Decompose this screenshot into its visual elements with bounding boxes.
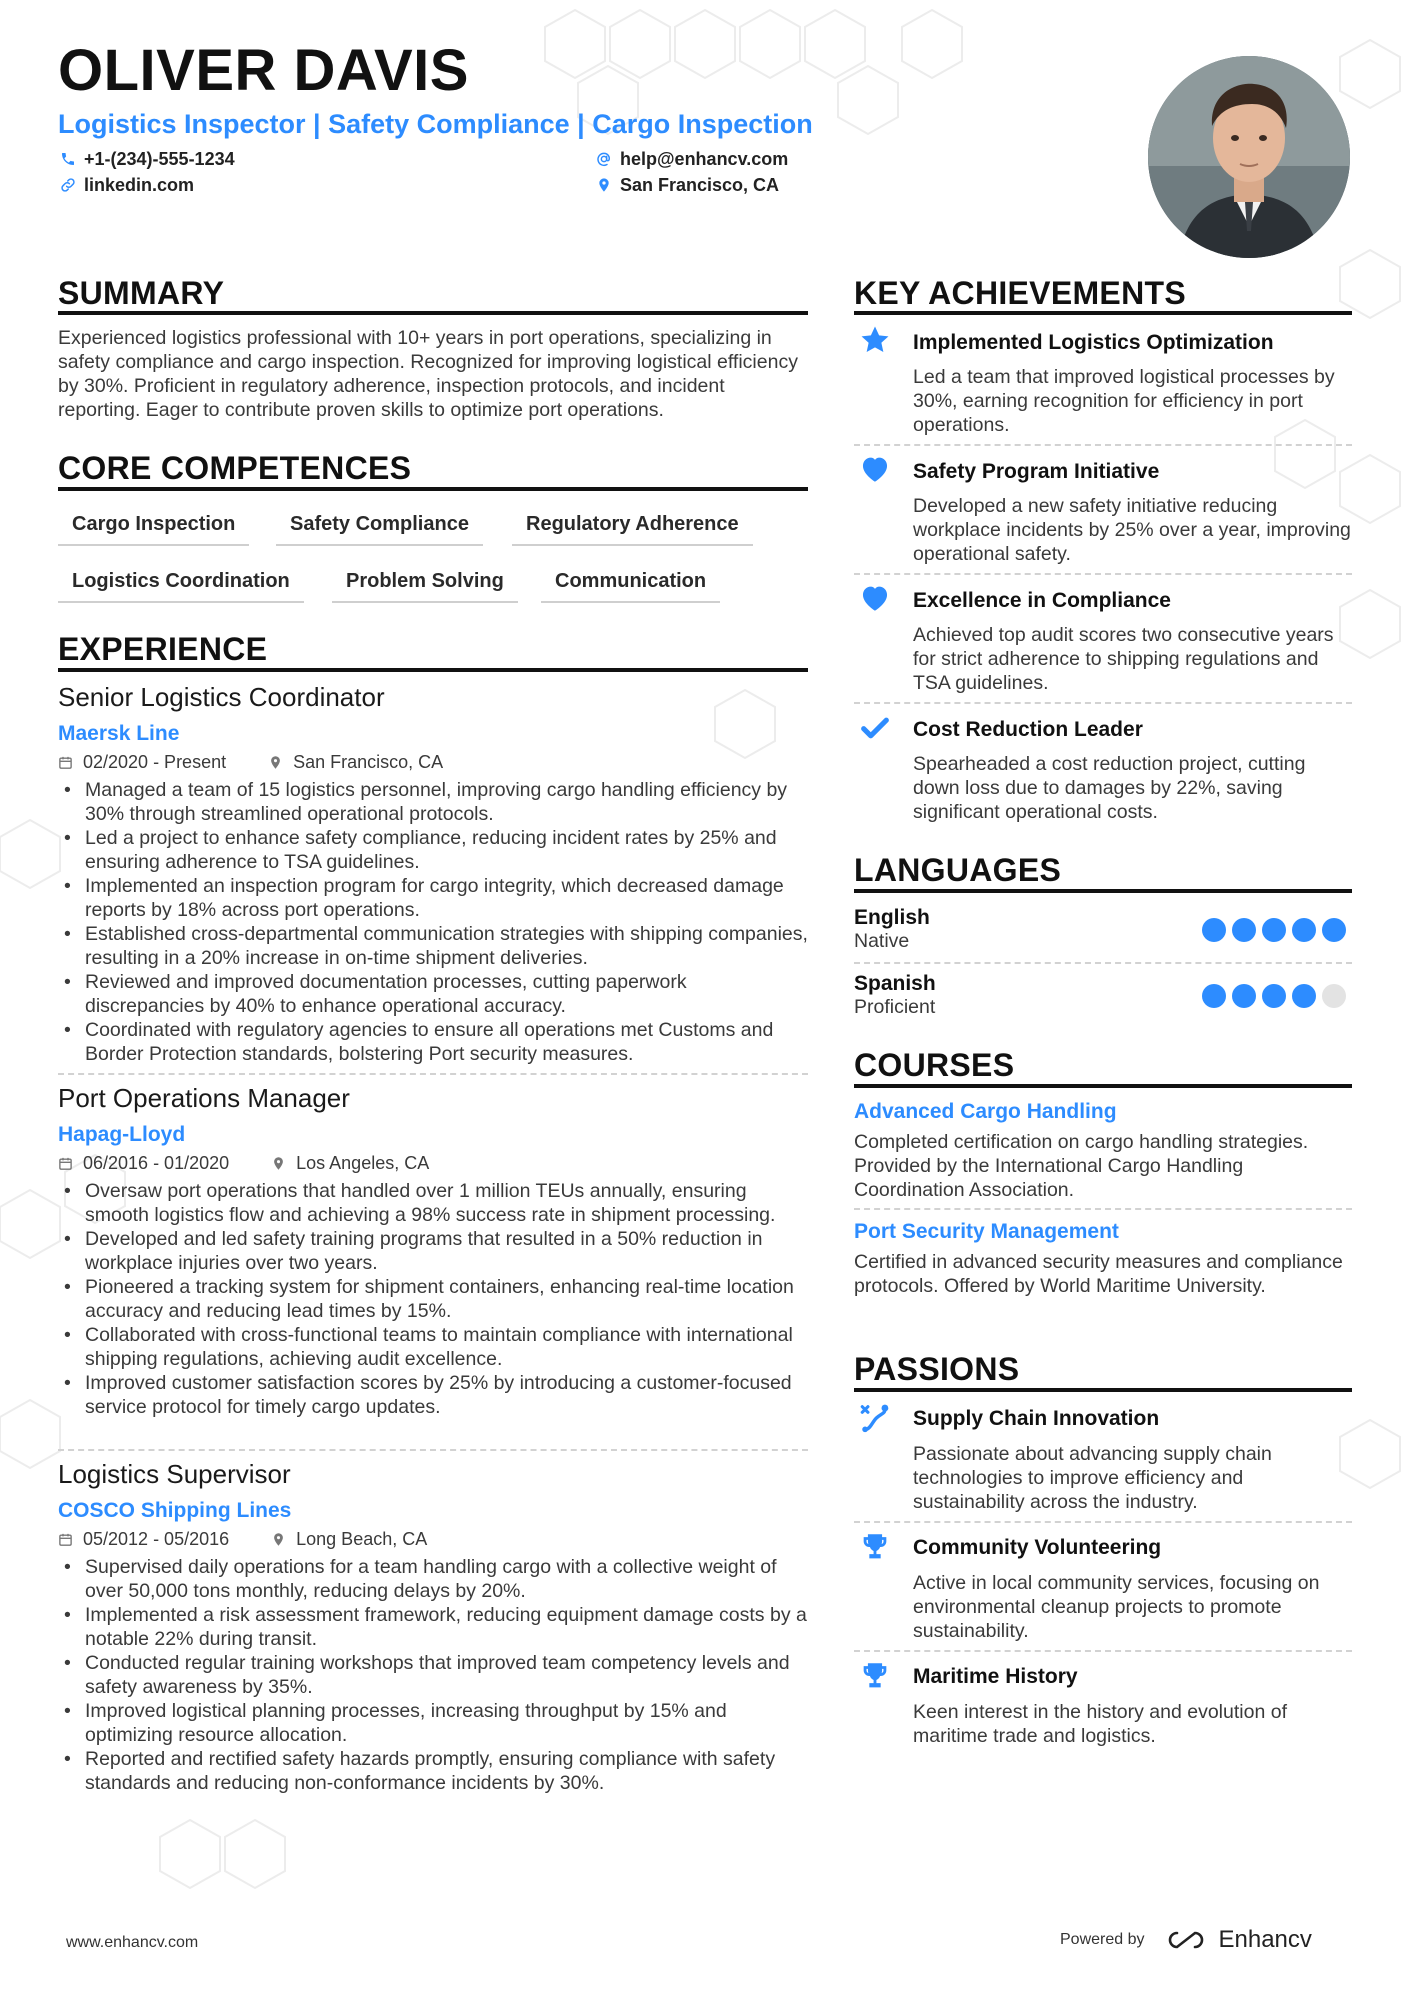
achievement-title: Cost Reduction Leader <box>913 718 1143 741</box>
course-desc: Completed certification on cargo handling strategies. Provided by the International Cargo Handling Coordination Association. <box>854 1131 1309 1201</box>
job-dates: 02/2020 - Present <box>83 752 227 772</box>
job-location: San Francisco, CA <box>293 752 444 772</box>
language-rating <box>1202 918 1346 942</box>
profile-photo <box>1148 56 1350 258</box>
language-rating <box>1202 984 1346 1008</box>
rating-dot-empty <box>1322 984 1346 1008</box>
achievement-title: Implemented Logistics Optimization <box>913 331 1274 354</box>
email-address: help@enhancv.com <box>620 149 789 169</box>
job-divider <box>58 1073 808 1075</box>
bullet-item: • Improved customer satisfaction scores by 25% by introducing a customer-focused service protocol for timely cargo updates. <box>58 1371 808 1419</box>
language-name: Spanish <box>854 972 936 995</box>
achievement-divider <box>854 444 1352 446</box>
bullet-item: • Supervised daily operations for a team handling cargo with a collective weight of over 50,000 tons monthly, reducing delays by 20%. <box>58 1555 808 1603</box>
calendar-icon <box>58 1532 73 1547</box>
brand-logo[interactable] <box>1163 1926 1312 1954</box>
trophy-icon <box>858 1530 892 1564</box>
language-divider <box>854 962 1352 964</box>
job-bullets <box>58 778 808 1066</box>
achievement-title: Safety Program Initiative <box>913 460 1160 483</box>
passion-desc: Active in local community services, focusing on environmental cleanup projects to promote sustainability. <box>913 1572 1320 1642</box>
competences-title: CORE COMPETENCES <box>58 450 412 486</box>
map-pin-icon <box>268 755 283 770</box>
phone-number: +1-(234)-555-1234 <box>84 149 235 169</box>
candidate-name: OLIVER DAVIS <box>58 38 469 103</box>
achievement-desc: Achieved top audit scores two consecutive years for strict adherence to shipping regulations and TSA guidelines. <box>913 624 1334 694</box>
competence-chip: Logistics Coordination <box>58 571 304 603</box>
competence-chip: Problem Solving <box>332 571 518 603</box>
heart-icon <box>858 581 892 615</box>
achievements-rule <box>854 311 1352 315</box>
location-contact <box>596 176 779 194</box>
achievement-desc: Developed a new safety initiative reducing workplace incidents by 25% over a year, improving operational safety. <box>913 495 1351 565</box>
bullet-item: • Established cross-departmental communication strategies with shipping companies, resulting in a 20% increase in on-time shipment deliveries. <box>58 922 808 970</box>
at-sign-icon <box>596 151 612 167</box>
achievement-desc: Led a team that improved logistical processes by 30%, earning recognition for efficiency in port operations. <box>913 366 1335 436</box>
job-title: Logistics Supervisor <box>58 1459 291 1489</box>
achievement-title: Excellence in Compliance <box>913 589 1171 612</box>
rating-dot-filled <box>1202 918 1226 942</box>
phone-contact[interactable] <box>60 150 235 168</box>
passion-divider <box>854 1650 1352 1652</box>
checkmark-icon <box>858 711 892 745</box>
passions-rule <box>854 1388 1352 1392</box>
courses-title: COURSES <box>854 1047 1015 1083</box>
rating-dot-filled <box>1232 984 1256 1008</box>
rating-dot-filled <box>1322 918 1346 942</box>
job-divider <box>58 1449 808 1451</box>
job-meta <box>58 753 443 771</box>
achievement-divider <box>854 573 1352 575</box>
competence-chip: Cargo Inspection <box>58 514 249 546</box>
bullet-item: • Led a project to enhance safety compliance, reducing incident rates by 25% and ensuring adherence to TSA guidelines. <box>58 826 808 874</box>
passion-desc: Passionate about advancing supply chain technologies to improve efficiency and sustainability across the industry. <box>913 1443 1272 1513</box>
company-name[interactable]: Maersk Line <box>58 722 180 745</box>
summary-text: Experienced logistics professional with 10+ years in port operations, specializing in safety compliance and cargo inspection. Recognized for improving logistical efficiency by 30%. Proficient in regulatory adherence, inspection protocols, and incident reporting. Eager to contribute proven skills to optimize port operations. <box>58 327 798 421</box>
course-desc: Certified in advanced security measures and compliance protocols. Offered by World Maritime University. <box>854 1251 1343 1297</box>
job-dates: 06/2016 - 01/2020 <box>83 1153 230 1173</box>
experience-title: EXPERIENCE <box>58 631 268 667</box>
languages-title: LANGUAGES <box>854 852 1062 888</box>
language-name: English <box>854 906 930 929</box>
course-divider <box>854 1208 1352 1210</box>
language-level: Proficient <box>854 996 936 1018</box>
rating-dot-filled <box>1202 984 1226 1008</box>
achievement-divider <box>854 702 1352 704</box>
bullet-item: • Developed and led safety training programs that resulted in a 50% reduction in workplace injuries over two years. <box>58 1227 808 1275</box>
bullet-item: • Implemented an inspection program for cargo integrity, which decreased damage reports by 18% across port operations. <box>58 874 808 922</box>
email-contact[interactable] <box>596 150 788 168</box>
summary-title: SUMMARY <box>58 275 225 311</box>
linkedin-url: linkedin.com <box>84 175 195 195</box>
portrait-illustration <box>1148 56 1350 258</box>
job-bullets <box>58 1179 808 1419</box>
link-icon <box>60 177 76 193</box>
brand-name: Enhancv <box>1218 1926 1312 1953</box>
candidate-headline: Logistics Inspector | Safety Compliance | Cargo Inspection <box>58 109 813 139</box>
job-bullets <box>58 1555 808 1795</box>
heart-icon <box>858 452 892 486</box>
rating-dot-filled <box>1262 918 1286 942</box>
languages-rule <box>854 889 1352 893</box>
bullet-item: • Reported and rectified safety hazards promptly, ensuring compliance with safety standards and reducing non-conformance incidents by 30%. <box>58 1747 808 1795</box>
calendar-icon <box>58 1156 73 1171</box>
course-title[interactable]: Advanced Cargo Handling <box>854 1100 1117 1123</box>
star-icon <box>858 323 892 357</box>
job-title: Senior Logistics Coordinator <box>58 682 385 712</box>
passion-divider <box>854 1521 1352 1523</box>
bullet-item: • Conducted regular training workshops that improved team competency levels and safety awareness by 35%. <box>58 1651 808 1699</box>
passions-title: PASSIONS <box>854 1351 1020 1387</box>
location-text: San Francisco, CA <box>620 175 780 195</box>
bullet-item: • Reviewed and improved documentation processes, cutting paperwork discrepancies by 40% to enhance operational accuracy. <box>58 970 808 1018</box>
rating-dot-filled <box>1292 918 1316 942</box>
competence-chip: Regulatory Adherence <box>512 514 753 546</box>
passion-desc: Keen interest in the history and evolution of maritime trade and logistics. <box>913 1701 1287 1747</box>
courses-rule <box>854 1084 1352 1088</box>
company-name[interactable]: COSCO Shipping Lines <box>58 1499 292 1522</box>
competence-chip: Safety Compliance <box>276 514 483 546</box>
competences-rule <box>58 487 808 491</box>
bullet-item: • Collaborated with cross-functional teams to maintain compliance with international shipping regulations, achieving audit excellence. <box>58 1323 808 1371</box>
map-pin-icon <box>596 177 612 193</box>
company-name[interactable]: Hapag-Lloyd <box>58 1123 186 1146</box>
job-location: Long Beach, CA <box>296 1529 428 1549</box>
footer-branding <box>1060 1926 1312 1954</box>
map-pin-icon <box>271 1532 286 1547</box>
bullet-item: • Implemented a risk assessment framework, reducing equipment damage costs by a notable 22% during transit. <box>58 1603 808 1651</box>
passion-title: Maritime History <box>913 1665 1078 1688</box>
job-meta <box>58 1154 429 1172</box>
rating-dot-filled <box>1292 984 1316 1008</box>
achievement-desc: Spearheaded a cost reduction project, cutting down loss due to damages by 22%, saving significant operational costs. <box>913 753 1306 823</box>
phone-icon <box>60 151 76 167</box>
job-meta <box>58 1530 427 1548</box>
achievements-title: KEY ACHIEVEMENTS <box>854 275 1186 311</box>
bullet-item: • Improved logistical planning processes, increasing throughput by 15% and optimizing resource allocation. <box>58 1699 808 1747</box>
calendar-icon <box>58 755 73 770</box>
summary-rule <box>58 311 808 315</box>
enhancv-logo-icon <box>1163 1928 1209 1952</box>
experience-rule <box>58 668 808 672</box>
bullet-item: • Oversaw port operations that handled over 1 million TEUs annually, ensuring smooth logistics flow and achieving a 98% success rate in shipment processing. <box>58 1179 808 1227</box>
job-dates: 05/2012 - 05/2016 <box>83 1529 230 1549</box>
passion-title: Community Volunteering <box>913 1536 1162 1559</box>
language-level: Native <box>854 930 910 952</box>
rating-dot-filled <box>1232 918 1256 942</box>
trophy-icon <box>858 1659 892 1693</box>
bullet-item: • Pioneered a tracking system for shipment containers, enhancing real-time location accuracy and reducing lead times by 15%. <box>58 1275 808 1323</box>
route-icon <box>858 1401 892 1435</box>
linkedin-contact[interactable] <box>60 176 194 194</box>
passion-title: Supply Chain Innovation <box>913 1407 1160 1430</box>
rating-dot-filled <box>1262 984 1286 1008</box>
job-location: Los Angeles, CA <box>296 1153 430 1173</box>
bullet-item: • Coordinated with regulatory agencies to ensure all operations met Customs and Border Protection standards, bolstering Port security measures. <box>58 1018 808 1066</box>
competence-chip: Communication <box>541 571 720 603</box>
powered-by-label: Powered by <box>1060 1931 1145 1948</box>
course-title[interactable]: Port Security Management <box>854 1220 1119 1243</box>
job-title: Port Operations Manager <box>58 1083 350 1113</box>
map-pin-icon <box>271 1156 286 1171</box>
bullet-item: • Managed a team of 15 logistics personnel, improving cargo handling efficiency by 30% through streamlined operational protocols. <box>58 778 808 826</box>
footer-website[interactable]: www.enhancv.com <box>66 1934 199 1951</box>
